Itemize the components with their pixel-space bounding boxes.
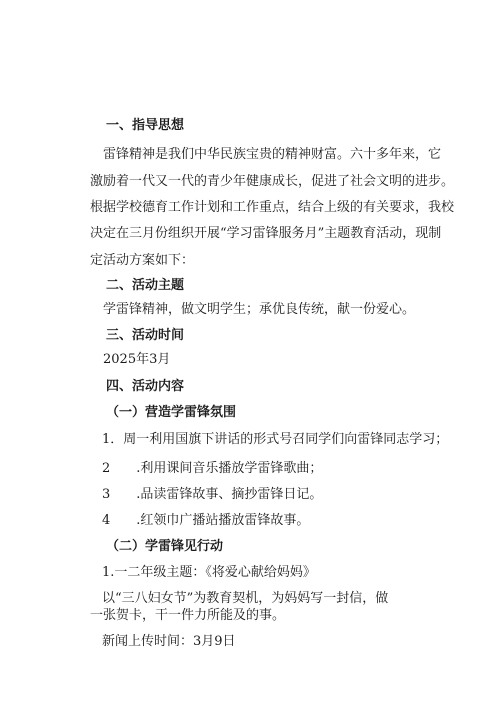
upload-time-text: 新闻上传时间：3月9日 bbox=[102, 634, 236, 649]
paragraph-line: 定活动方案如下： bbox=[90, 253, 195, 268]
paragraph-line: 根据学校德育工作计划和工作重点，结合上级的有关要求，我校 bbox=[90, 200, 455, 215]
activity-time-text: 2025年3月 bbox=[103, 352, 171, 367]
list-item: 1．周一利用国旗下讲话的形式号召同学们向雷锋同志学习； bbox=[102, 432, 449, 447]
paragraph-line: 雷锋精神是我们中华民族宝贵的精神财富。六十多年来，它 bbox=[103, 147, 442, 162]
heading-activity-content: 四、活动内容 bbox=[106, 379, 185, 394]
list-item: 4 .红领巾广播站播放雷锋故事。 bbox=[102, 513, 310, 528]
activity-theme-text: 学雷锋精神，做文明学生；承优良传统，献一份爱心。 bbox=[103, 302, 416, 317]
paragraph-line: 激励着一代又一代的青少年健康成长，促进了社会文明的进步。 bbox=[90, 174, 455, 189]
list-item: 3 .品读雷锋故事、摘抄雷锋日记。 bbox=[102, 487, 323, 502]
heading-activity-time: 三、活动时间 bbox=[106, 328, 185, 343]
subheading-atmosphere: （一）营造学雷锋氛围 bbox=[106, 405, 237, 420]
grade-theme-item: 1.一二年级主题：《将爱心献给妈妈》 bbox=[102, 565, 316, 580]
subheading-action: （二）学雷锋见行动 bbox=[106, 539, 224, 554]
paragraph-line: 决定在三月份组织开展“学习雷锋服务月”主题教育活动，现制 bbox=[90, 226, 442, 241]
heading-activity-theme: 二、活动主题 bbox=[106, 278, 185, 293]
paragraph-line: 以“三八妇女节”为教育契机，为妈妈写一封信，做 bbox=[102, 591, 389, 606]
heading-guiding-thought: 一、指导思想 bbox=[106, 118, 185, 133]
paragraph-line: 一张贺卡，干一件力所能及的事。 bbox=[90, 608, 286, 623]
list-item: 2 .利用课间音乐播放学雷锋歌曲； bbox=[102, 461, 323, 476]
